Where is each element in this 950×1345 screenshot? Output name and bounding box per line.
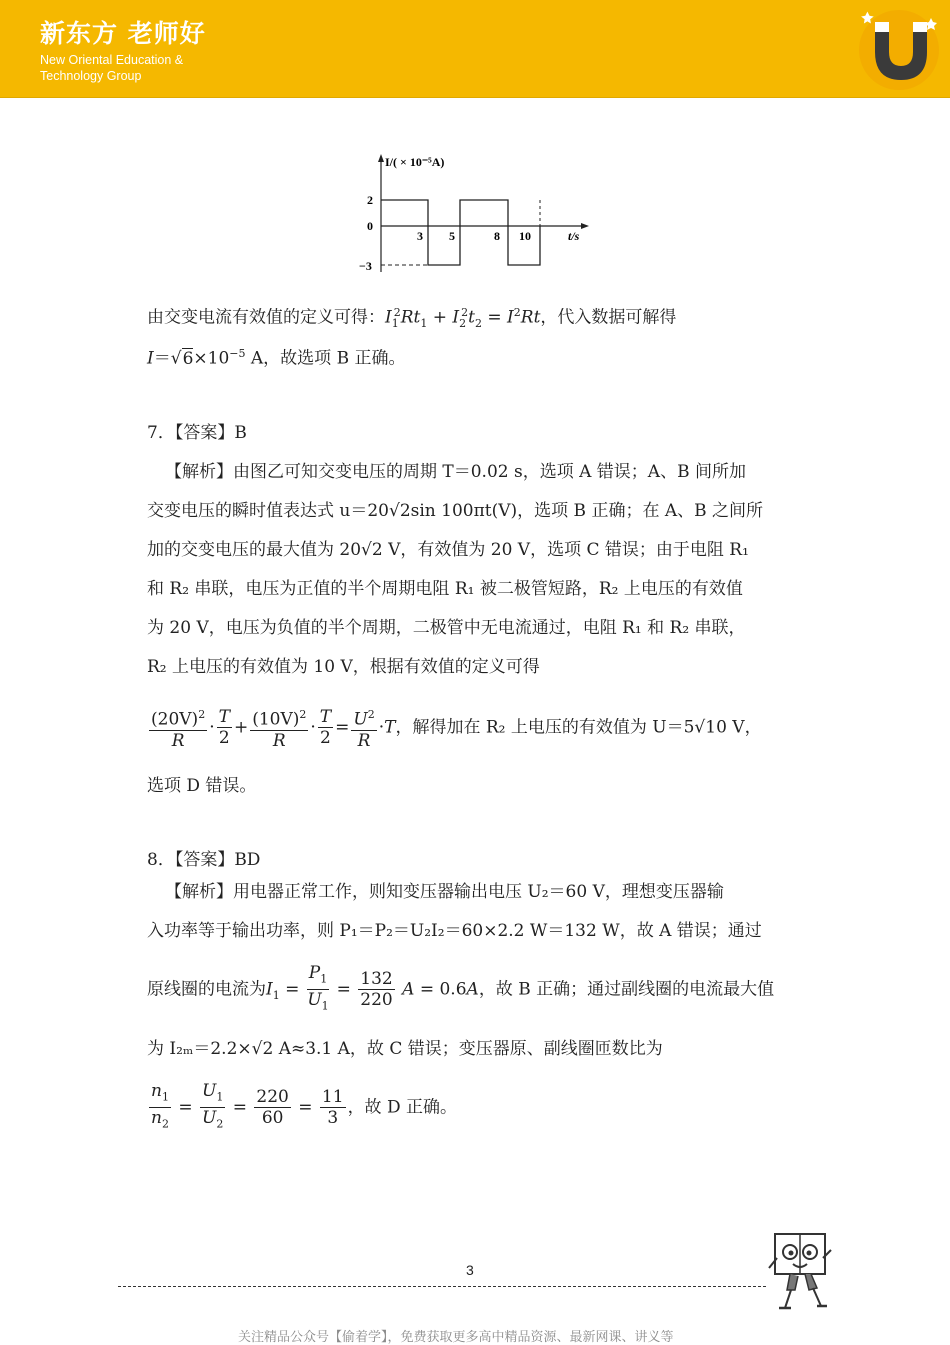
q7-line5: 为 20 V，电压为负值的半个周期，二极管中无电流通过，电阻 R₁ 和 R₂ 串联，: [147, 618, 746, 638]
page-number: 3: [466, 1262, 474, 1278]
q7-title: 7．【答案】B: [147, 423, 247, 443]
x-tick-8: 8: [494, 229, 500, 243]
brand-en-line1: New Oriental Education &: [40, 53, 184, 67]
brand-name-en: [40, 52, 183, 84]
q7-line8: 选项 D 错误。: [147, 776, 257, 796]
brand-name-cn: 新东方 老师好: [40, 19, 206, 48]
y-axis-label: I/( × 10⁻⁵A): [385, 155, 445, 169]
q7-line2: 交变电压的瞬时值表达式 u＝20√2sin 100πt(V)，选项 B 正确；在 A、B 之间所: [147, 501, 764, 521]
x-axis-arrow: [581, 223, 589, 229]
q7-line1: 【解析】由图乙可知交变电压的周期 T＝0.02 s，选项 A 错误；A、B 间所加: [165, 462, 746, 482]
x-tick-3: 3: [417, 229, 423, 243]
q7-line3: 加的交变电压的最大值为 20√2 V，有效值为 20 V，选项 C 错误；由于电阻 R₁: [147, 540, 749, 560]
header-banner: [0, 0, 950, 98]
q8-line3: 原线圈的电流为$I_1$ = $\frac{P_1}{U_1}$ = $\frac{132}{220}$ A = 0.6A，故 B 正确；通过副线圈的电流最大值: [147, 963, 775, 1013]
current-time-graph: [355, 150, 595, 275]
q8-line5-suffix: ，故 D 正确。: [347, 1097, 457, 1118]
y-tick-neg3: −3: [359, 259, 372, 273]
x-tick-10: 10: [519, 229, 531, 243]
y-tick-2: 2: [367, 193, 373, 207]
x-tick-5: 5: [449, 229, 455, 243]
q8-line5: $\frac{n_1}{n_2}$ = $\frac{U_1}{U_2}$ = $\frac{220}{60}$ = $\frac{11}{3}$ ，故 D 正确。: [151, 1081, 457, 1131]
q8-line2: 入功率等于输出功率，则 P₁＝P₂＝U₂I₂＝60×2.2 W＝132 W，故 A 错误；通过: [147, 921, 762, 941]
book-mascot-icon: [765, 1228, 835, 1318]
y-tick-0: 0: [367, 219, 373, 233]
x-axis-label: t/s: [568, 229, 580, 243]
brand-en-line2: Technology Group: [40, 69, 142, 83]
q6-line1-suffix: ，代入数据可解得: [540, 307, 677, 328]
q8-title: 8．【答案】BD: [147, 850, 261, 870]
q6-line2: $I=√6\times 10^{-5}$ A，故选项 B 正确。: [147, 347, 406, 369]
q8-line1: 【解析】用电器正常工作，则知变压器输出电压 U₂＝60 V，理想变压器输: [165, 882, 724, 902]
footer-divider: [118, 1286, 766, 1287]
magnet-u-logo-icon: [855, 8, 943, 90]
q6-line2-text: A，故选项 B 正确。: [250, 348, 406, 369]
q8-line4: 为 I₂ₘ＝2.2×√2 A≈3.1 A，故 C 错误；变压器原、副线圈匝数比为: [147, 1039, 663, 1059]
q8-line3-suffix: ，故 B 正确；通过副线圈的电流最大值: [478, 979, 775, 1000]
q6-line1-prefix: 由交变电流有效值的定义可得：: [147, 307, 385, 328]
q6-line1: 由交变电流有效值的定义可得：$I_1^2Rt_1 + I_2^2t_2 = I^2Rt$，代入数据可解得: [147, 306, 677, 331]
q8-line3-prefix: 原线圈的电流为: [147, 979, 266, 1000]
q7-line6: R₂ 上电压的有效值为 10 V，根据有效值的定义可得: [147, 657, 540, 677]
q7-line4: 和 R₂ 串联，电压为正值的半个周期电阻 R₁ 被二极管短路，R₂ 上电压的有效值: [147, 579, 743, 599]
y-axis-arrow: [378, 154, 384, 162]
q7-equation-suffix: ，解得加在 R₂ 上电压的有效值为 U＝5√10 V，: [395, 717, 762, 738]
square-wave-series: [381, 200, 540, 265]
footer-promo-note: 关注精品公众号【偷着学】，免费获取更多高中精品资源、最新网课、讲义等: [238, 1330, 674, 1345]
q7-equation-line: $\frac{(20V)^2}{R}$ · $\frac{T}{2}$ + $\frac{(10V)^2}{R}$ · $\frac{T}{2}$ = $\frac{U^2}{R}$ ·T，解得加在 R₂ 上电压的有效值为 U＝5√10 V，: [147, 705, 762, 751]
